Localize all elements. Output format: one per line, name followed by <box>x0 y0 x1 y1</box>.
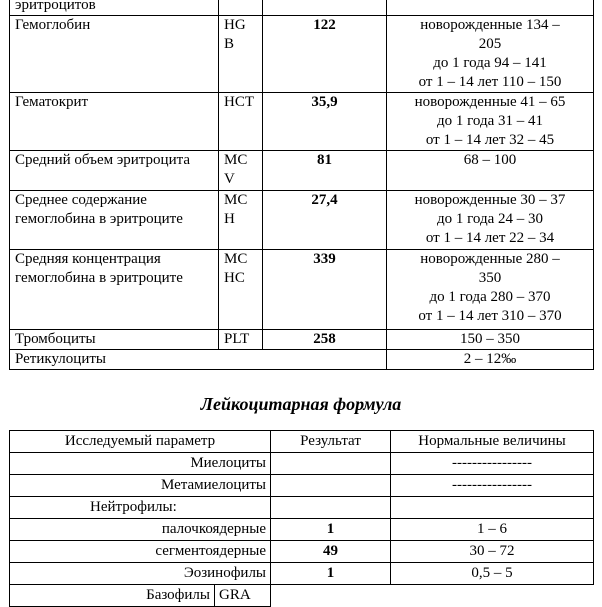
param-norm: 1 – 6 <box>391 519 594 541</box>
param-name: палочкоядерные <box>10 519 271 541</box>
param-name: сегментоядерные <box>10 541 271 563</box>
table-row <box>10 453 594 475</box>
param-result <box>271 497 391 519</box>
header-result: Результат <box>271 431 391 453</box>
param-name: Среднее содержание гемоглобина в эритроците <box>10 191 219 250</box>
param-abbr: MC HC <box>219 250 263 330</box>
param-result: 1 <box>271 519 391 541</box>
param-abbr: PLT <box>219 330 263 350</box>
param-abbr <box>219 0 263 16</box>
param-name: Ретикулоциты <box>10 350 387 370</box>
table-header-row <box>10 431 594 453</box>
param-norm: 150 – 350 <box>387 330 594 350</box>
param-name: Эозинофилы <box>10 563 271 585</box>
param-result: 27,4 <box>263 191 387 250</box>
param-abbr: HCT <box>219 93 263 151</box>
table-row <box>10 330 594 350</box>
param-norm: новорожденные 134 – 205 до 1 года 94 – 141 от 1 – 14 лет 110 – 150 <box>387 16 594 93</box>
param-abbr: MC H <box>219 191 263 250</box>
table-row <box>10 350 594 370</box>
param-norm: 30 – 72 <box>391 541 594 563</box>
param-norm: ---------------- <box>391 475 594 497</box>
param-norm: новорожденные 30 – 37 до 1 года 24 – 30 от 1 – 14 лет 22 – 34 <box>387 191 594 250</box>
param-abbr: MC V <box>219 151 263 191</box>
param-name: Средний объем эритроцита <box>10 151 219 191</box>
param-name: Базофилы <box>10 585 215 607</box>
table-row <box>10 250 594 330</box>
table-row <box>10 541 594 563</box>
param-norm <box>391 497 594 519</box>
param-result <box>263 0 387 16</box>
param-norm: 0,5 – 5 <box>391 563 594 585</box>
param-result: 35,9 <box>263 93 387 151</box>
table-row <box>10 497 594 519</box>
param-name: Гематокрит <box>10 93 219 151</box>
param-result: 81 <box>263 151 387 191</box>
param-norm: 68 – 100 <box>387 151 594 191</box>
param-abbr: GRA <box>215 585 271 607</box>
param-result <box>271 475 391 497</box>
table-row <box>10 585 594 607</box>
table-row <box>10 151 594 191</box>
param-result <box>271 453 391 475</box>
param-name: Нейтрофилы: <box>10 497 271 519</box>
param-result: 339 <box>263 250 387 330</box>
param-name: эритроцитов <box>10 0 219 16</box>
param-result: 258 <box>263 330 387 350</box>
param-result: 122 <box>263 16 387 93</box>
param-name: Метамиелоциты <box>10 475 271 497</box>
param-name: Тромбоциты <box>10 330 219 350</box>
leukocyte-formula-table <box>9 430 594 607</box>
header-param: Исследуемый параметр <box>10 431 271 453</box>
param-norm: ---------------- <box>391 453 594 475</box>
header-norm: Нормальные величины <box>391 431 594 453</box>
param-abbr: HG B <box>219 16 263 93</box>
param-result: 1 <box>271 563 391 585</box>
param-norm: новорожденные 280 – 350 до 1 года 280 – 370 от 1 – 14 лет 310 – 370 <box>387 250 594 330</box>
section-title: Лейкоцитарная формула <box>200 394 402 414</box>
table-row <box>10 563 594 585</box>
param-name: Миелоциты <box>10 453 271 475</box>
blood-parameters-table <box>9 0 594 370</box>
table-row <box>10 519 594 541</box>
param-norm: новорожденные 41 – 65 до 1 года 31 – 41 от 1 – 14 лет 32 – 45 <box>387 93 594 151</box>
param-name: Средняя концентрация гемоглобина в эритроците <box>10 250 219 330</box>
param-result: 49 <box>271 541 391 563</box>
param-norm <box>387 0 594 16</box>
param-norm: 2 – 12‰ <box>387 350 594 370</box>
table-row <box>10 475 594 497</box>
table-row <box>10 0 594 16</box>
param-name: Гемоглобин <box>10 16 219 93</box>
table-row <box>10 16 594 93</box>
table-row <box>10 191 594 250</box>
table-row <box>10 93 594 151</box>
